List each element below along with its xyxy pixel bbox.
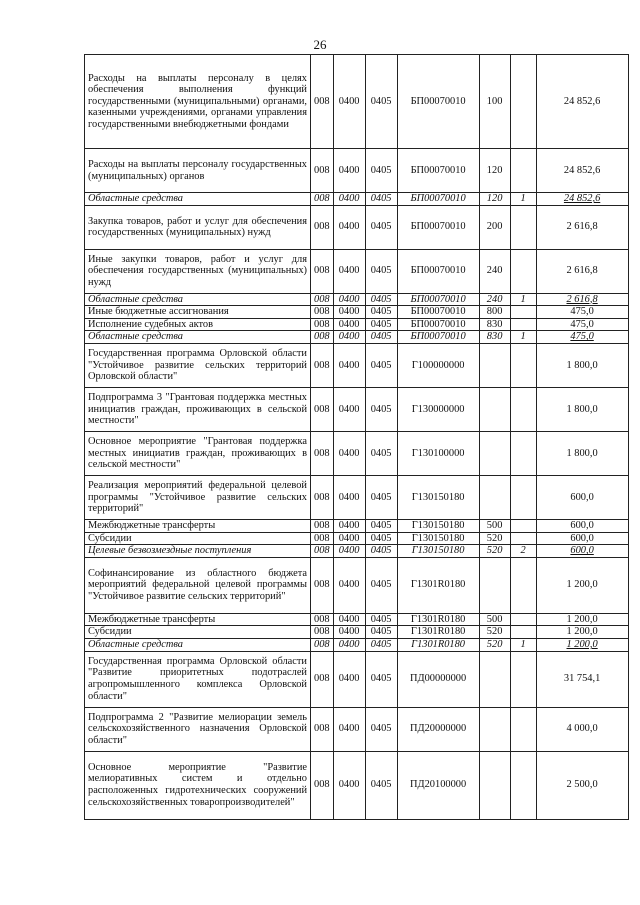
table-row bbox=[85, 293, 629, 306]
funding-source: 1 bbox=[510, 193, 536, 206]
funding-source bbox=[510, 387, 536, 431]
target-article: БП00070010 bbox=[397, 318, 479, 331]
admin-code: 008 bbox=[311, 707, 334, 751]
table-row bbox=[85, 387, 629, 431]
table-row bbox=[85, 651, 629, 707]
funding-source bbox=[510, 431, 536, 475]
table-row bbox=[85, 149, 629, 193]
table-row bbox=[85, 751, 629, 819]
subsection-code: 0405 bbox=[365, 545, 397, 558]
target-article: Г130150180 bbox=[397, 519, 479, 532]
section-code: 0400 bbox=[333, 55, 365, 149]
budget-table bbox=[84, 54, 629, 820]
amount: 2 616,8 bbox=[536, 205, 628, 249]
section-code: 0400 bbox=[333, 249, 365, 293]
admin-code: 008 bbox=[311, 475, 334, 519]
row-name: Субсидии bbox=[85, 626, 311, 639]
admin-code: 008 bbox=[311, 331, 334, 344]
row-name: Областные средства bbox=[85, 331, 311, 344]
table-row bbox=[85, 475, 629, 519]
row-name: Государственная программа Орловской области "Устойчивое развитие сельских территорий Орловской области" bbox=[85, 343, 311, 387]
section-code: 0400 bbox=[333, 331, 365, 344]
admin-code: 008 bbox=[311, 651, 334, 707]
table-row bbox=[85, 626, 629, 639]
admin-code: 008 bbox=[311, 55, 334, 149]
admin-code: 008 bbox=[311, 519, 334, 532]
amount: 475,0 bbox=[536, 331, 628, 344]
section-code: 0400 bbox=[333, 707, 365, 751]
subsection-code: 0405 bbox=[365, 205, 397, 249]
admin-code: 008 bbox=[311, 626, 334, 639]
funding-source bbox=[510, 626, 536, 639]
subsection-code: 0405 bbox=[365, 626, 397, 639]
section-code: 0400 bbox=[333, 651, 365, 707]
section-code: 0400 bbox=[333, 613, 365, 626]
table-row bbox=[85, 306, 629, 319]
funding-source bbox=[510, 205, 536, 249]
row-name: Расходы на выплаты персоналу в целях обеспечения выполнения функций государственными (муниципальными) органами, казенными учреждениями, органами управления государственными внебюджетными фондами bbox=[85, 55, 311, 149]
subsection-code: 0405 bbox=[365, 293, 397, 306]
amount: 24 852,6 bbox=[536, 193, 628, 206]
subsection-code: 0405 bbox=[365, 557, 397, 613]
table-row bbox=[85, 55, 629, 149]
table-row bbox=[85, 331, 629, 344]
target-article: Г130000000 bbox=[397, 387, 479, 431]
funding-source: 1 bbox=[510, 331, 536, 344]
funding-source: 1 bbox=[510, 293, 536, 306]
section-code: 0400 bbox=[333, 626, 365, 639]
funding-source bbox=[510, 751, 536, 819]
admin-code: 008 bbox=[311, 557, 334, 613]
amount: 1 200,0 bbox=[536, 613, 628, 626]
row-name: Основное мероприятие "Грантовая поддержка местных инициатив граждан, проживающих в сельской местности" bbox=[85, 431, 311, 475]
admin-code: 008 bbox=[311, 249, 334, 293]
funding-source: 2 bbox=[510, 545, 536, 558]
amount: 31 754,1 bbox=[536, 651, 628, 707]
admin-code: 008 bbox=[311, 193, 334, 206]
expense-type bbox=[479, 557, 510, 613]
expense-type: 800 bbox=[479, 306, 510, 319]
section-code: 0400 bbox=[333, 193, 365, 206]
row-name: Подпрограмма 3 "Грантовая поддержка местных инициатив граждан, проживающих в сельской местности" bbox=[85, 387, 311, 431]
admin-code: 008 bbox=[311, 306, 334, 319]
admin-code: 008 bbox=[311, 638, 334, 651]
section-code: 0400 bbox=[333, 293, 365, 306]
table-row bbox=[85, 205, 629, 249]
target-article: Г1301R0180 bbox=[397, 557, 479, 613]
table-row bbox=[85, 707, 629, 751]
section-code: 0400 bbox=[333, 387, 365, 431]
target-article: Г100000000 bbox=[397, 343, 479, 387]
target-article: БП00070010 bbox=[397, 193, 479, 206]
row-name: Областные средства bbox=[85, 293, 311, 306]
subsection-code: 0405 bbox=[365, 331, 397, 344]
amount: 475,0 bbox=[536, 318, 628, 331]
amount: 1 200,0 bbox=[536, 557, 628, 613]
target-article: Г130150180 bbox=[397, 532, 479, 545]
funding-source bbox=[510, 343, 536, 387]
row-name: Реализация мероприятий федеральной целевой программы "Устойчивое развитие сельских территорий" bbox=[85, 475, 311, 519]
amount: 600,0 bbox=[536, 532, 628, 545]
subsection-code: 0405 bbox=[365, 532, 397, 545]
row-name: Иные бюджетные ассигнования bbox=[85, 306, 311, 319]
expense-type bbox=[479, 387, 510, 431]
section-code: 0400 bbox=[333, 519, 365, 532]
funding-source bbox=[510, 532, 536, 545]
amount: 1 800,0 bbox=[536, 387, 628, 431]
table-row bbox=[85, 318, 629, 331]
section-code: 0400 bbox=[333, 343, 365, 387]
table-row bbox=[85, 532, 629, 545]
amount: 24 852,6 bbox=[536, 55, 628, 149]
amount: 1 200,0 bbox=[536, 626, 628, 639]
section-code: 0400 bbox=[333, 149, 365, 193]
expense-type bbox=[479, 475, 510, 519]
funding-source bbox=[510, 149, 536, 193]
section-code: 0400 bbox=[333, 532, 365, 545]
funding-source bbox=[510, 55, 536, 149]
admin-code: 008 bbox=[311, 318, 334, 331]
admin-code: 008 bbox=[311, 545, 334, 558]
amount: 475,0 bbox=[536, 306, 628, 319]
row-name: Закупка товаров, работ и услуг для обеспечения государственных (муниципальных) нужд bbox=[85, 205, 311, 249]
funding-source bbox=[510, 519, 536, 532]
amount: 2 616,8 bbox=[536, 293, 628, 306]
expense-type bbox=[479, 343, 510, 387]
target-article: Г130150180 bbox=[397, 475, 479, 519]
funding-source bbox=[510, 707, 536, 751]
amount: 4 000,0 bbox=[536, 707, 628, 751]
expense-type: 830 bbox=[479, 331, 510, 344]
funding-source bbox=[510, 318, 536, 331]
subsection-code: 0405 bbox=[365, 149, 397, 193]
amount: 600,0 bbox=[536, 519, 628, 532]
section-code: 0400 bbox=[333, 751, 365, 819]
section-code: 0400 bbox=[333, 205, 365, 249]
target-article: БП00070010 bbox=[397, 293, 479, 306]
admin-code: 008 bbox=[311, 532, 334, 545]
table-row bbox=[85, 638, 629, 651]
subsection-code: 0405 bbox=[365, 431, 397, 475]
row-name: Межбюджетные трансферты bbox=[85, 519, 311, 532]
subsection-code: 0405 bbox=[365, 343, 397, 387]
expense-type: 520 bbox=[479, 626, 510, 639]
row-name: Областные средства bbox=[85, 638, 311, 651]
section-code: 0400 bbox=[333, 318, 365, 331]
section-code: 0400 bbox=[333, 557, 365, 613]
page-number: 26 bbox=[313, 37, 327, 52]
subsection-code: 0405 bbox=[365, 651, 397, 707]
section-code: 0400 bbox=[333, 545, 365, 558]
expense-type bbox=[479, 751, 510, 819]
amount: 600,0 bbox=[536, 545, 628, 558]
row-name: Иные закупки товаров, работ и услуг для обеспечения государственных (муниципальных) нужд bbox=[85, 249, 311, 293]
admin-code: 008 bbox=[311, 431, 334, 475]
target-article: БП00070010 bbox=[397, 205, 479, 249]
expense-type: 200 bbox=[479, 205, 510, 249]
row-name: Исполнение судебных актов bbox=[85, 318, 311, 331]
target-article: БП00070010 bbox=[397, 249, 479, 293]
target-article: Г1301R0180 bbox=[397, 613, 479, 626]
amount: 1 800,0 bbox=[536, 343, 628, 387]
funding-source bbox=[510, 613, 536, 626]
target-article: БП00070010 bbox=[397, 306, 479, 319]
target-article: ПД20000000 bbox=[397, 707, 479, 751]
table-row bbox=[85, 557, 629, 613]
target-article: Г1301R0180 bbox=[397, 638, 479, 651]
row-name: Расходы на выплаты персоналу государственных (муниципальных) органов bbox=[85, 149, 311, 193]
amount: 2 616,8 bbox=[536, 249, 628, 293]
expense-type bbox=[479, 707, 510, 751]
subsection-code: 0405 bbox=[365, 613, 397, 626]
section-code: 0400 bbox=[333, 306, 365, 319]
expense-type: 120 bbox=[479, 193, 510, 206]
subsection-code: 0405 bbox=[365, 638, 397, 651]
admin-code: 008 bbox=[311, 293, 334, 306]
expense-type: 830 bbox=[479, 318, 510, 331]
expense-type: 500 bbox=[479, 519, 510, 532]
subsection-code: 0405 bbox=[365, 751, 397, 819]
target-article: Г130150180 bbox=[397, 545, 479, 558]
funding-source bbox=[510, 557, 536, 613]
expense-type: 520 bbox=[479, 532, 510, 545]
admin-code: 008 bbox=[311, 387, 334, 431]
subsection-code: 0405 bbox=[365, 306, 397, 319]
amount: 1 800,0 bbox=[536, 431, 628, 475]
funding-source bbox=[510, 475, 536, 519]
expense-type: 240 bbox=[479, 293, 510, 306]
expense-type: 120 bbox=[479, 149, 510, 193]
section-code: 0400 bbox=[333, 431, 365, 475]
section-code: 0400 bbox=[333, 638, 365, 651]
table-row bbox=[85, 431, 629, 475]
section-code: 0400 bbox=[333, 475, 365, 519]
target-article: БП00070010 bbox=[397, 331, 479, 344]
row-name: Основное мероприятие "Развитие мелиоративных систем и отдельно расположенных гидротехнических сооружений сельскохозяйственных товаропроизводителей" bbox=[85, 751, 311, 819]
table-row bbox=[85, 343, 629, 387]
row-name: Софинансирование из областного бюджета мероприятий федеральной целевой программы "Устойчивое развитие сельских территорий" bbox=[85, 557, 311, 613]
row-name: Подпрограмма 2 "Развитие мелиорации земель сельскохозяйственного назначения Орловской области" bbox=[85, 707, 311, 751]
target-article: Г130100000 bbox=[397, 431, 479, 475]
row-name: Государственная программа Орловской области "Развитие приоритетных подотраслей агропромышленного комплекса Орловской области" bbox=[85, 651, 311, 707]
admin-code: 008 bbox=[311, 149, 334, 193]
table-row bbox=[85, 613, 629, 626]
funding-source bbox=[510, 249, 536, 293]
table-row bbox=[85, 249, 629, 293]
subsection-code: 0405 bbox=[365, 519, 397, 532]
expense-type: 520 bbox=[479, 638, 510, 651]
row-name: Целевые безвозмездные поступления bbox=[85, 545, 311, 558]
subsection-code: 0405 bbox=[365, 55, 397, 149]
expense-type: 500 bbox=[479, 613, 510, 626]
subsection-code: 0405 bbox=[365, 249, 397, 293]
expense-type bbox=[479, 651, 510, 707]
amount: 1 200,0 bbox=[536, 638, 628, 651]
amount: 24 852,6 bbox=[536, 149, 628, 193]
subsection-code: 0405 bbox=[365, 318, 397, 331]
admin-code: 008 bbox=[311, 205, 334, 249]
expense-type: 240 bbox=[479, 249, 510, 293]
table-row bbox=[85, 519, 629, 532]
target-article: Г1301R0180 bbox=[397, 626, 479, 639]
subsection-code: 0405 bbox=[365, 387, 397, 431]
subsection-code: 0405 bbox=[365, 475, 397, 519]
admin-code: 008 bbox=[311, 751, 334, 819]
admin-code: 008 bbox=[311, 613, 334, 626]
table-row bbox=[85, 545, 629, 558]
target-article: БП00070010 bbox=[397, 55, 479, 149]
expense-type: 520 bbox=[479, 545, 510, 558]
admin-code: 008 bbox=[311, 343, 334, 387]
target-article: ПД20100000 bbox=[397, 751, 479, 819]
target-article: ПД00000000 bbox=[397, 651, 479, 707]
row-name: Субсидии bbox=[85, 532, 311, 545]
row-name: Межбюджетные трансферты bbox=[85, 613, 311, 626]
funding-source bbox=[510, 306, 536, 319]
funding-source bbox=[510, 651, 536, 707]
expense-type: 100 bbox=[479, 55, 510, 149]
subsection-code: 0405 bbox=[365, 707, 397, 751]
row-name: Областные средства bbox=[85, 193, 311, 206]
funding-source: 1 bbox=[510, 638, 536, 651]
amount: 600,0 bbox=[536, 475, 628, 519]
expense-type bbox=[479, 431, 510, 475]
table-row bbox=[85, 193, 629, 206]
subsection-code: 0405 bbox=[365, 193, 397, 206]
target-article: БП00070010 bbox=[397, 149, 479, 193]
amount: 2 500,0 bbox=[536, 751, 628, 819]
